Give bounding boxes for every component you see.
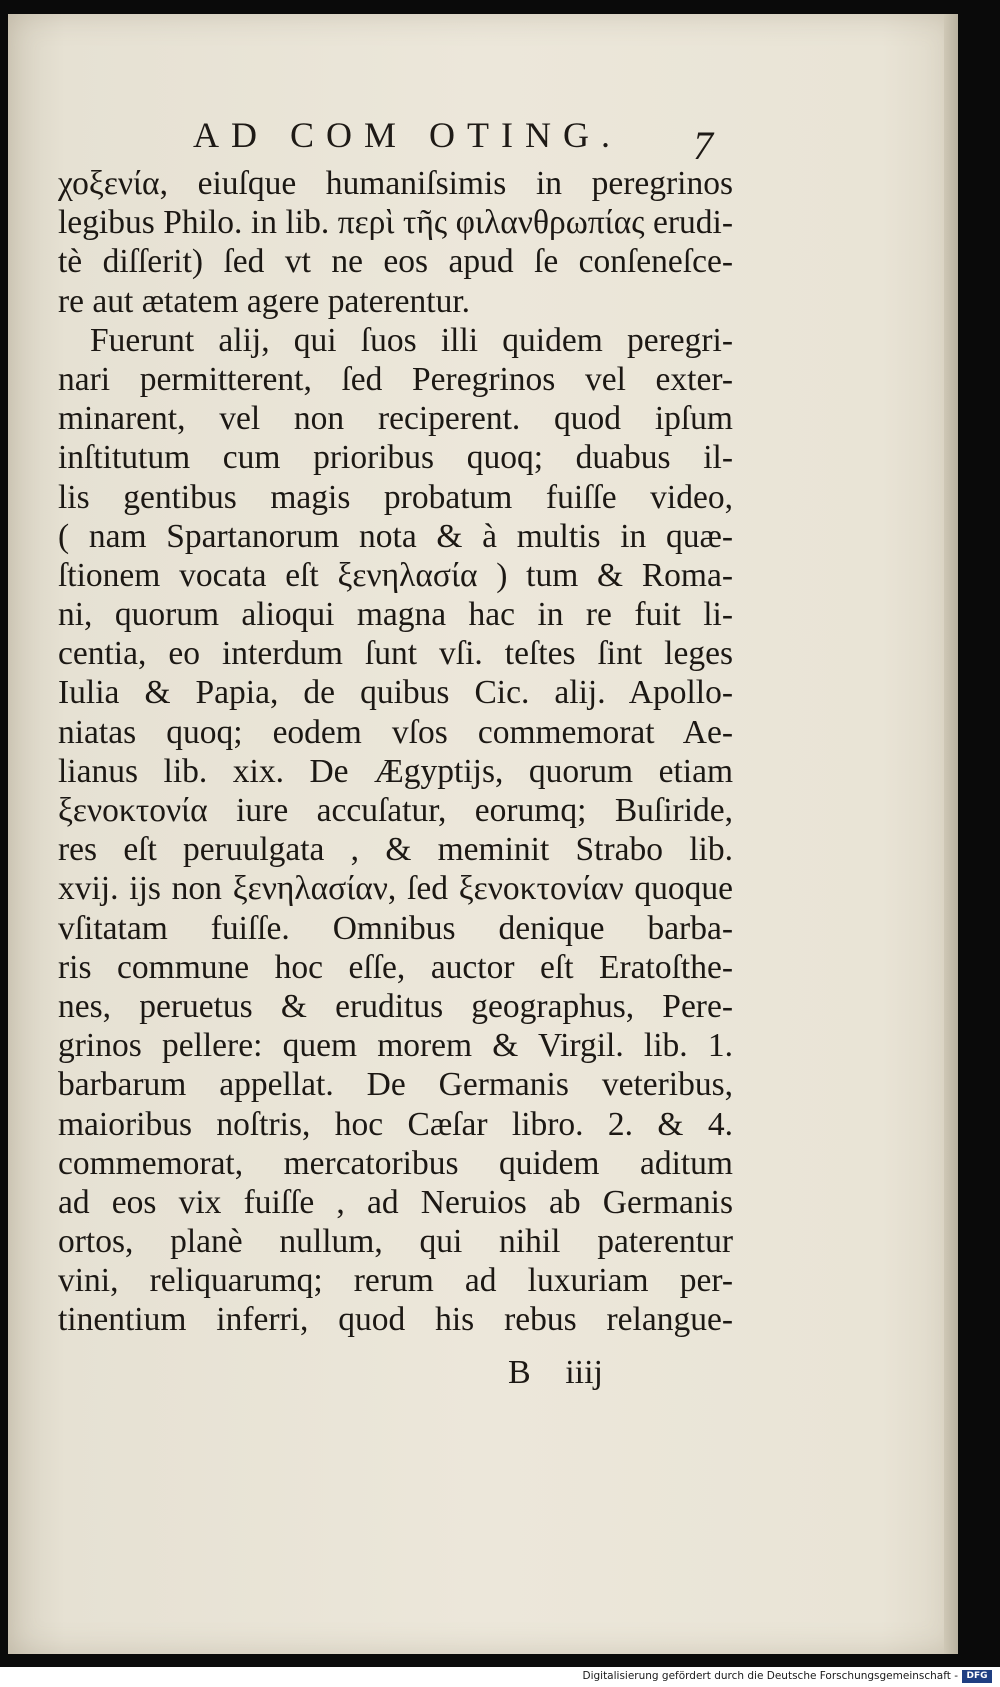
text-line: vſitatam fuiſſe. Omnibus denique barba-: [58, 909, 733, 947]
text-line: legibus Philo. in lib. περὶ τῆς φιλανθρωπίας erudi-: [58, 204, 733, 242]
page-edge: [944, 14, 958, 1654]
signature-mark: [508, 1354, 629, 1392]
text-line: Fuerunt alij, qui ſuos illi quidem peregri-: [90, 321, 733, 359]
text-line: niatas quoq; eodem vſos commemorat Ae-: [58, 713, 733, 751]
signature-letter: B: [508, 1354, 531, 1391]
text-line: χοξενία, eiuſque humaniſsimis in peregrinos: [58, 165, 733, 202]
dfg-logo: DFG: [962, 1670, 992, 1683]
text-line: lis gentibus magis probatum fuiſſe video,: [58, 478, 733, 516]
text-line: vini, reliquarumq; rerum ad luxuriam per-: [58, 1262, 733, 1300]
funding-credit: Digitalisierung gefördert durch die Deutsche Forschungsgemeinschaft -: [582, 1670, 958, 1682]
text-line: res eſt peruulgata , & meminit Strabo lib.: [58, 831, 733, 869]
text-line: ortos, planè nullum, qui nihil paterentur: [58, 1223, 733, 1261]
text-line: maioribus noſtris, hoc Cæſar libro. 2. & 4.: [58, 1105, 733, 1143]
text-line: nes, peruetus & eruditus geographus, Pere-: [58, 987, 733, 1025]
text-line: ſtionem vocata eſt ξενηλασία ) tum & Roma-: [58, 556, 733, 594]
text-line: minarent, vel non reciperent. quod ipſum: [58, 400, 733, 438]
text-line: re aut ætatem agere paterentur.: [58, 282, 471, 320]
text-line: inſtitutum cum prioribus quoq; duabus il-: [58, 439, 733, 477]
signature-number: iiij: [565, 1354, 603, 1391]
book-page: [8, 14, 958, 1654]
text-line: ξενοκτονία iure accuſatur, eorumq; Buſiride,: [58, 792, 733, 829]
text-line: tinentium inferri, quod his rebus relangue-: [58, 1301, 733, 1339]
text-line: ni, quorum alioqui magna hac in re fuit li-: [58, 596, 733, 634]
text-line: nari permitterent, ſed Peregrinos vel exter-: [58, 360, 733, 398]
text-line: commemorat, mercatoribus quidem aditum: [58, 1144, 733, 1182]
footer-bar: [0, 1667, 1000, 1687]
text-line: xvij. ijs non ξενηλασίαν, ſed ξενοκτονίαν quoque: [58, 870, 733, 908]
text-line: tè diſſerit) ſed vt ne eos apud ſe conſeneſce-: [58, 243, 733, 281]
text-line: Iulia & Papia, de quibus Cic. alij. Apollo-: [58, 674, 733, 712]
text-line: centia, eo interdum ſunt vſi. teſtes ſint leges: [58, 635, 733, 673]
text-line: grinos pellere: quem morem & Virgil. lib. 1.: [58, 1027, 733, 1065]
text-line: ris commune hoc eſſe, auctor eſt Eratoſthe-: [58, 948, 733, 986]
body-text: [58, 164, 733, 1340]
running-head: AD COM OTING.: [193, 115, 622, 155]
text-line: ( nam Spartanorum nota & à multis in quæ-: [58, 517, 733, 555]
text-line: lianus lib. xix. De Ægyptijs, quorum etiam: [58, 752, 733, 790]
text-line: ad eos vix fuiſſe , ad Neruios ab Germanis: [58, 1183, 733, 1221]
page-number: 7: [693, 123, 713, 168]
text-line: barbarum appellat. De Germanis veteribus,: [58, 1066, 733, 1104]
